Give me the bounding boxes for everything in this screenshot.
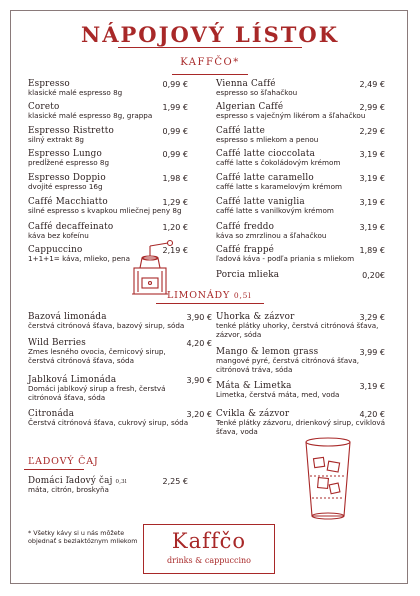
menu-item-price: 2,99 € (359, 103, 385, 112)
menu-item-price: 3,90 € (186, 313, 212, 322)
menu-item-name: Wild Berries (28, 338, 86, 348)
menu-item-price: 3,99 € (359, 348, 385, 357)
menu-item (28, 409, 193, 428)
menu-item-description: káva so zmrzlinou a šľahačkou (216, 231, 327, 240)
menu-item-name: Cvikla & zázvor (216, 409, 290, 419)
coffee-section-title: KAFFČO* (180, 57, 240, 68)
kaffco-logo (143, 524, 275, 574)
lemonade-section-title (167, 290, 251, 301)
iced-drink-glass-illustration (300, 436, 356, 522)
menu-item-description: tenké plátky uhorky, čerstvá citrónová šťava, zázvor, sóda (216, 321, 379, 339)
menu-item-name: Mango & lemon grass (216, 347, 319, 357)
menu-item-description: silné espresso s kvapkou mliečnej peny 8g (28, 206, 182, 215)
menu-item-price: 3,19 € (359, 382, 385, 391)
subtitle-underline (172, 74, 248, 75)
menu-item-name: Algerian Caffé (216, 102, 284, 112)
menu-item-name: Jablková Limonáda (28, 375, 117, 385)
ice-tea-underline (24, 469, 84, 470)
ice-tea-price: 2,25 € (162, 477, 188, 486)
menu-item-description: mangové pyré, čerstvá citrónová šťava, citrónová tráva, sóda (216, 356, 360, 374)
menu-item-description: espresso s mliekom a penou (216, 135, 319, 144)
menu-item-price: 3,19 € (359, 198, 385, 207)
menu-item-description: caffé latte s čokoládovým krémom (216, 158, 341, 167)
menu-item-name: Citronáda (28, 409, 75, 419)
menu-item-description: 1+1+1= káva, mlieko, pena (28, 254, 130, 263)
logo-tagline: drinks & cappuccino (167, 556, 251, 565)
menu-item-price: 0,99 € (162, 150, 188, 159)
menu-item-name: Bazová limonáda (28, 312, 107, 322)
menu-item-price: 3,19 € (359, 223, 385, 232)
menu-item-description: káva bez kofeínu (28, 231, 89, 240)
ice-tea-section-title: ĽADOVÝ ČAJ (28, 456, 99, 467)
menu-item-description: čerstvá citrónová šťava, bazový sirup, sóda (28, 321, 185, 330)
menu-item-name: Caffé latte (216, 126, 266, 136)
menu-item (28, 375, 193, 402)
menu-item-price: 0,20€ (362, 271, 385, 280)
menu-item-price: 4,20 € (186, 339, 212, 348)
ice-tea-desc: máta, citrón, broskyňa (28, 485, 109, 494)
menu-item-name: Espresso Doppio (28, 173, 106, 183)
menu-item-name: Porcia mlieka (216, 270, 280, 280)
menu-item-name: Caffé decaffeinato (28, 222, 114, 232)
menu-item-name: Caffé Macchiatto (28, 197, 108, 207)
menu-item-price: 3,90 € (186, 376, 212, 385)
menu-item-description: dvojité espresso 16g (28, 182, 103, 191)
menu-item-name: Coreto (28, 102, 60, 112)
menu-item-price: 0,99 € (162, 127, 188, 136)
menu-item-price: 2,49 € (359, 80, 385, 89)
menu-item-description: Limetka, čerstvá máta, med, voda (216, 390, 340, 399)
menu-item-price: 2,29 € (359, 127, 385, 136)
title-underline (118, 47, 302, 48)
menu-item-name: Máta & Limetka (216, 381, 292, 391)
menu-item-name: Espresso Lungo (28, 149, 102, 159)
menu-item-price: 1,89 € (359, 246, 385, 255)
menu-item-description: caffé latte s vanilkovým krémom (216, 206, 334, 215)
menu-title: NÁPOJOVÝ LÍSTOK (81, 22, 339, 47)
menu-item-description: caffé latte s karamelovým krémom (216, 182, 342, 191)
lactose-free-footnote: * Všetky kávy si u nás môžete objednať s bezlaktóznym mliekom (28, 529, 138, 545)
lemonade-title-text: LIMONÁDY (167, 290, 231, 301)
menu-item-name: Caffé latte caramello (216, 173, 314, 183)
menu-item-name: Caffé frappé (216, 245, 275, 255)
menu-item-name: Caffé freddo (216, 222, 275, 232)
menu-item-name: Uhorka & zázvor (216, 312, 295, 322)
menu-item-description: Zmes lesného ovocia, černicový sirup, čerstvá citrónová šťava, sóda (28, 347, 166, 365)
menu-item-price: 2,19 € (162, 246, 188, 255)
menu-item-description: espresso so šľahačkou (216, 88, 298, 97)
menu-item (28, 312, 193, 331)
menu-item-price: 3,19 € (359, 150, 385, 159)
menu-item-name: Espresso (28, 79, 70, 89)
menu-item-price: 3,29 € (359, 313, 385, 322)
menu-item-name: Espresso Ristretto (28, 126, 114, 136)
menu-item-price: 3,19 € (359, 174, 385, 183)
menu-item (28, 338, 193, 365)
menu-item-name: Cappuccino (28, 245, 83, 255)
menu-item-description: Čerstvá citrónová šťava, cukrový sirup, sóda (28, 418, 189, 427)
menu-item-name: Vienna Caffé (216, 79, 276, 89)
menu-item-name: Caffé latte vaniglia (216, 197, 305, 207)
lemonade-volume: 0,5l (233, 291, 252, 300)
menu-item-description: predĺžené espresso 8g (28, 158, 110, 167)
ice-tea-name: Domáci ľadový čaj 0,3l (28, 476, 127, 486)
menu-item-price: 1,98 € (162, 174, 188, 183)
menu-item-price: 3,20 € (186, 410, 212, 419)
menu-item-price: 1,99 € (162, 103, 188, 112)
menu-item-description: Domáci jablkový sirup a fresh, čerstvá citrónová šťava, sóda (28, 384, 166, 402)
menu-item-price: 4,20 € (359, 410, 385, 419)
menu-item-price: 1,20 € (162, 223, 188, 232)
ice-tea-volume: 0,3l (115, 479, 127, 485)
menu-item-price: 0,99 € (162, 80, 188, 89)
menu-item-description: klasické malé espresso 8g, grappa (28, 111, 153, 120)
lemonade-underline (156, 303, 264, 304)
logo-name: Kaffčo (171, 529, 247, 553)
menu-item-description: silný extrakt 8g (28, 135, 84, 144)
menu-item-description: Tenké plátky zázvoru, drienkový sirup, cviklová šťava, voda (216, 418, 386, 436)
menu-item-price: 1,29 € (162, 198, 188, 207)
menu-item-description: ľadová káva - podľa priania s mliekom (216, 254, 355, 263)
menu-item-name: Caffé latte cioccolata (216, 149, 316, 159)
menu-item-description: klasické malé espresso 8g (28, 88, 123, 97)
menu-item-description: espresso s vaječným likérom a šľahačkou (216, 111, 366, 120)
